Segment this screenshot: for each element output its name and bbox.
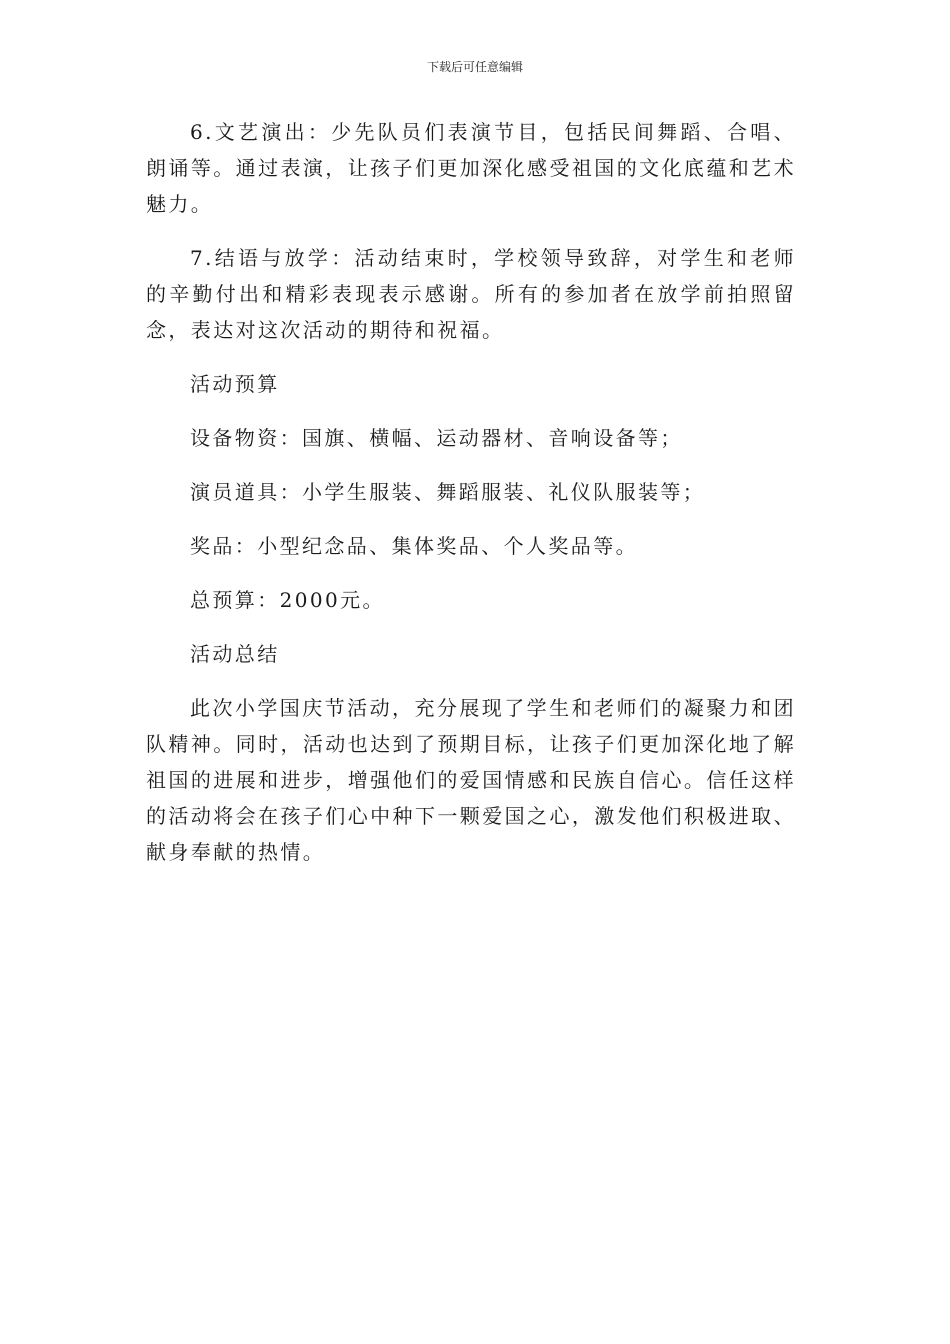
budget-item-props: 演员道具：小学生服装、舞蹈服装、礼仪队服装等； bbox=[190, 480, 706, 504]
budget-heading: 活动预算 bbox=[190, 372, 280, 396]
document-body bbox=[146, 114, 796, 870]
summary-heading: 活动总结 bbox=[190, 642, 280, 666]
budget-item-prizes: 奖品：小型纪念品、集体奖品、个人奖品等。 bbox=[190, 534, 638, 558]
budget-item-total: 总预算：2000元。 bbox=[190, 588, 385, 612]
summary-paragraph: 此次小学国庆节活动，充分展现了学生和老师们的凝聚力和团队精神。同时，活动也达到了预期目标，让孩子们更加深化地了解祖国的进展和进步，增强他们的爱国情感和民族自信心。信任这样的活动将会在孩子们心中种下一颗爱国之心，激发他们积极进取、献身奉献的热情。 bbox=[146, 696, 796, 864]
page-header: 下载后可任意编辑 bbox=[426, 60, 523, 74]
budget-item-equipment: 设备物资：国旗、横幅、运动器材、音响设备等； bbox=[190, 426, 683, 450]
paragraph-item-6: 6.文艺演出：少先队员们表演节目，包括民间舞蹈、合唱、朗诵等。通过表演，让孩子们更加深化感受祖国的文化底蕴和艺术魅力。 bbox=[146, 120, 796, 216]
paragraph-item-7: 7.结语与放学：活动结束时，学校领导致辞，对学生和老师的辛勤付出和精彩表现表示感谢。所有的参加者在放学前拍照留念，表达对这次活动的期待和祝福。 bbox=[146, 246, 796, 342]
